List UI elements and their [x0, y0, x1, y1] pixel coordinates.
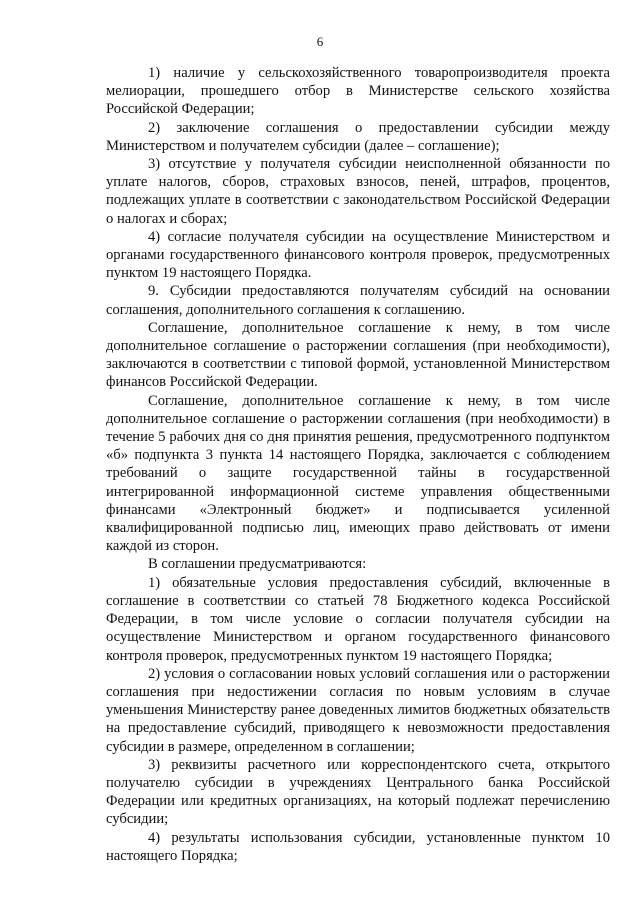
- document-body: [106, 64, 610, 865]
- paragraph: 1) наличие у сельскохозяйственного товаропроизводителя проекта мелиорации, прошедшего отбор в Министерстве сельского хозяйства Российской Федерации;: [106, 65, 610, 118]
- paragraph: Соглашение, дополнительное соглашение к нему, в том числе дополнительное соглашение о расторжении соглашения (при необходимости), заключаются в соответствии с типовой формой, установленной Министерством финансов Российской Федерации.: [106, 319, 610, 391]
- paragraph: 3) реквизиты расчетного или корреспондентского счета, открытого получателю субсидии в учреждениях Центрального банка Российской Федерации или кредитных организациях, на который подлежат перечислению субсидии;: [106, 756, 610, 828]
- paragraph: 4) согласие получателя субсидии на осуществление Министерством и органами государственного финансового контроля проверок, предусмотренных пунктом 19 настоящего Порядка.: [106, 228, 610, 282]
- page-number: 6: [316, 34, 324, 49]
- paragraph: В соглашении предусматриваются:: [148, 556, 367, 573]
- paragraph: 2) заключение соглашения о предоставлении субсидии между Министерством и получателем субсидии (далее – соглашение);: [106, 119, 610, 154]
- paragraph: Соглашение, дополнительное соглашение к нему, в том числе дополнительное соглашение о расторжении соглашения (при необходимости) в течение 5 рабочих дня со дня принятия решения, предусмотренного подпунктом «б» подпункта 3 пункта 14 настоящего Порядка, заключается с соблюдением требований о защите государственной тайны в государственной интегрированной информационной системе управления общественными финансами «Электронный бюджет» и подписывается усиленной квалифицированной подписью лиц, имеющих право действовать от имени каждой из сторон.: [106, 392, 610, 555]
- paragraph: 4) результаты использования субсидии, установленные пунктом 10 настоящего Порядка;: [106, 829, 610, 864]
- paragraph: 3) отсутствие у получателя субсидии неисполненной обязанности по уплате налогов, сборов, страховых взносов, пеней, штрафов, процентов, подлежащих уплате в соответствии с законодательством Российской Федерации о налогах и сборах;: [106, 156, 610, 227]
- paragraph: 1) обязательные условия предоставления субсидий, включенные в соглашение в соответствии со статьей 78 Бюджетного кодекса Российской Федерации, в том числе условие о согласии получателя субсидии на осуществление Министерством и органом государственного финансового контроля проверок, предусмотренных пунктом 19 настоящего Порядка;: [106, 574, 610, 664]
- paragraph: 2) условия о согласовании новых условий соглашения или о расторжении соглашения при недостижении согласия по новым условиям в случае уменьшения Министерству ранее доведенных лимитов бюджетных обязательств на предоставление субсидий, приводящего к невозможности предоставления субсидии в размере, определенном в соглашении;: [106, 665, 610, 755]
- paragraph: 9. Субсидии предоставляются получателям субсидий на основании соглашения, дополнительного соглашения к соглашению.: [106, 283, 610, 318]
